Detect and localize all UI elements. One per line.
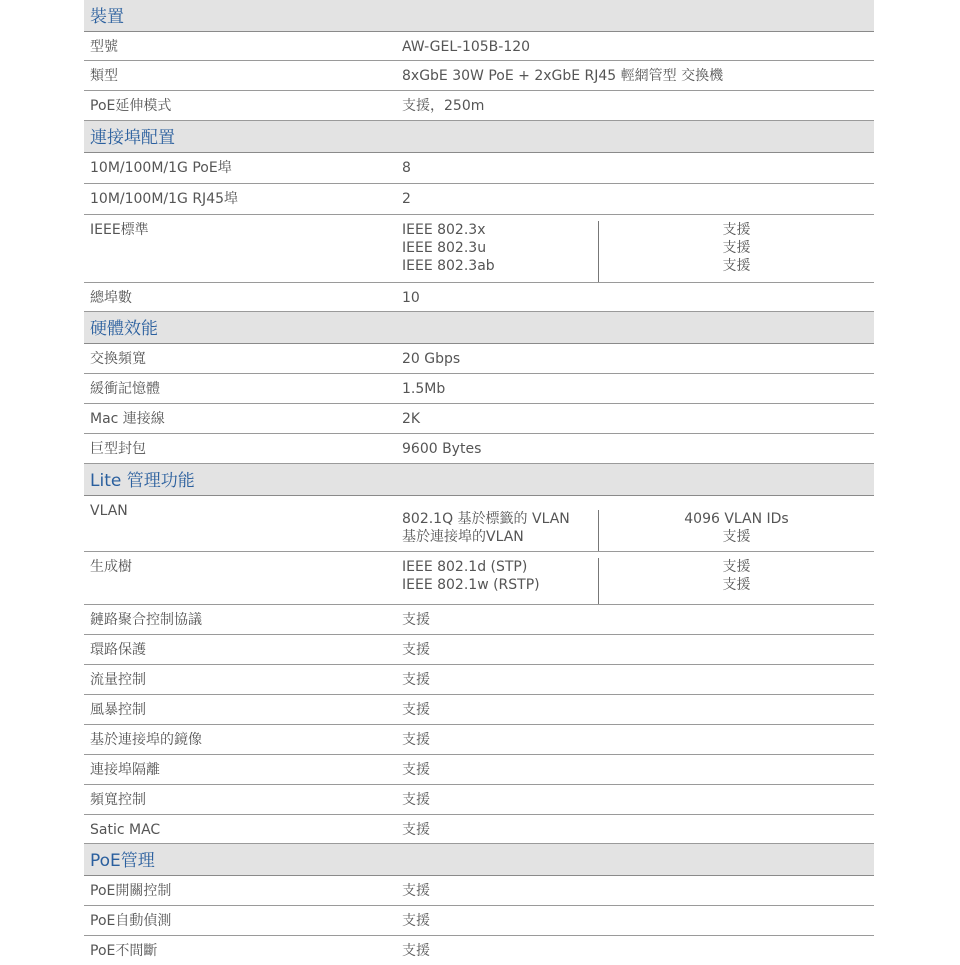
status-column [599,221,874,282]
table-row-stp [84,552,874,605]
row-label: IEEE標準 [90,222,149,238]
status-line: 支援 [722,577,751,593]
table-row [84,815,874,844]
table-row [84,153,874,184]
table-row [84,605,874,635]
row-value: 支援 [402,672,430,688]
value-line: IEEE 802.3u [402,240,487,256]
section-header-lite: Lite 管理功能 [84,464,874,496]
value-column [402,221,599,282]
section-header-hardware: 硬體效能 [84,312,874,344]
row-value: 10 [402,290,420,306]
row-label: 基於連接埠的鏡像 [90,732,202,748]
table-row [84,184,874,215]
table-row [84,665,874,695]
table-row [84,906,874,936]
table-row [84,635,874,665]
row-value: 支援 [402,822,430,838]
row-value: 8 [402,160,411,176]
row-value: 支援 [402,762,430,778]
value-line: IEEE 802.1d (STP) [402,559,528,575]
value-line: IEEE 802.3x [402,222,486,238]
row-value-group [402,221,874,282]
status-column [599,510,874,551]
row-label: 類型 [90,68,118,84]
row-value: 2 [402,191,411,207]
table-row [84,434,874,464]
table-row [84,344,874,374]
table-row [84,876,874,906]
status-line: 支援 [722,559,751,575]
row-value: AW-GEL-105B-120 [402,39,531,55]
row-value: 2K [402,411,421,427]
row-label: 交換頻寬 [90,351,146,367]
row-label: 型號 [90,39,118,55]
section-header-device: 裝置 [84,0,874,32]
row-label: 10M/100M/1G RJ45埠 [90,191,239,207]
status-line: 支援 [722,529,751,545]
row-label: 總埠數 [90,290,132,306]
row-label: 頻寬控制 [90,792,146,808]
row-label: 巨型封包 [90,441,146,457]
row-value: 8xGbE 30W PoE + 2xGbE RJ45 輕網管型 交換機 [402,68,724,84]
row-label: PoE延伸模式 [90,98,172,114]
row-value-group [402,558,874,604]
status-line: 支援 [722,258,751,274]
table-row [84,32,874,61]
row-value: 支援 [402,702,430,718]
row-value: 1.5Mb [402,381,446,397]
row-value: 支援 [402,943,430,959]
row-value-group [402,502,874,551]
status-line: 4096 VLAN IDs [684,511,789,527]
value-column [402,558,599,604]
row-value: 支援 [402,883,430,899]
table-row [84,695,874,725]
table-row [84,936,874,965]
table-row [84,755,874,785]
section-header-poe: PoE管理 [84,844,874,876]
row-label: 環路保護 [90,642,146,658]
value-column [402,510,599,551]
row-value: 支援 [402,612,430,628]
table-row [84,404,874,434]
row-value: 支援 [402,792,430,808]
table-row-ieee [84,215,874,283]
row-label: 連接埠隔離 [90,762,160,778]
section-header-ports: 連接埠配置 [84,121,874,153]
value-line: 基於連接埠的VLAN [402,529,524,545]
row-label: PoE自動偵測 [90,913,172,929]
value-line: IEEE 802.1w (RSTP) [402,577,540,593]
table-row-vlan [84,496,874,552]
value-line: IEEE 802.3ab [402,258,495,274]
row-label: 生成樹 [90,559,132,575]
row-label: Satic MAC [90,822,161,838]
value-line: 802.1Q 基於標籤的 VLAN [402,511,570,527]
table-row [84,785,874,815]
status-line: 支援 [722,240,751,256]
row-label: Mac 連接線 [90,411,165,427]
row-value: 支援 [402,913,430,929]
row-value: 20 Gbps [402,351,461,367]
row-label: 風暴控制 [90,702,146,718]
row-label: 10M/100M/1G PoE埠 [90,160,232,176]
row-value: 支援，250m [402,98,485,114]
row-value: 支援 [402,732,430,748]
status-column [599,558,874,604]
row-label: PoE不間斷 [90,943,158,959]
table-row [84,61,874,91]
row-value: 9600 Bytes [402,441,482,457]
status-line: 支援 [722,222,751,238]
row-label: 流量控制 [90,672,146,688]
row-label: PoE開關控制 [90,883,172,899]
table-row [84,725,874,755]
row-label: 鏈路聚合控制協議 [90,612,202,628]
table-row [84,283,874,312]
row-value: 支援 [402,642,430,658]
spec-table [84,0,874,965]
row-label: 緩衝記憶體 [90,381,160,397]
table-row [84,374,874,404]
row-label: VLAN [90,503,128,519]
table-row [84,91,874,121]
